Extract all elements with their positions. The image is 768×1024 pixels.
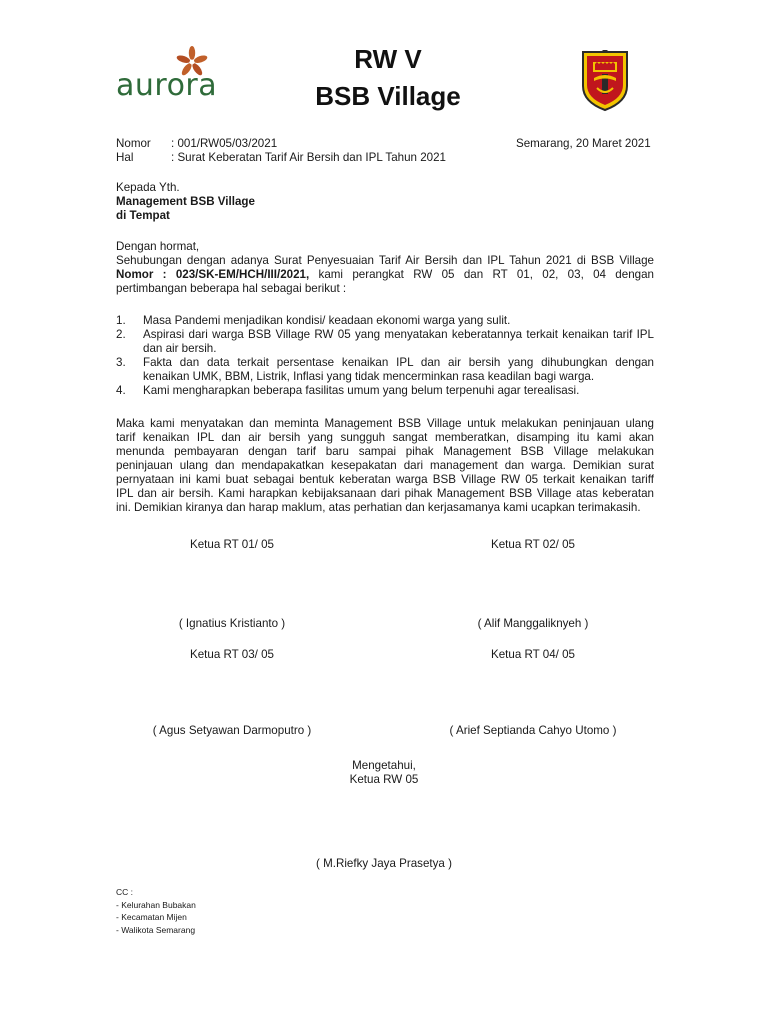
closing-line: IPL dan air bersih. Kami harapkan kebijaksanaan dari pihak Management BSB Village atas keberatan xyxy=(116,487,654,500)
cc-label: CC : xyxy=(116,887,133,897)
list-item-number: 4. xyxy=(116,384,126,397)
signature-title-rw: Ketua RW 05 xyxy=(349,773,419,786)
list-item xyxy=(116,384,654,398)
hal-value: : Surat Keberatan Tarif Air Bersih dan IPL Tahun 2021 xyxy=(171,151,446,164)
list-item xyxy=(116,328,654,356)
city-emblem xyxy=(580,50,630,112)
shield-icon xyxy=(580,50,630,112)
aurora-logo xyxy=(116,46,240,106)
list-item-number: 1. xyxy=(116,314,126,327)
cc-item: - Kecamatan Mijen xyxy=(116,912,187,922)
signature-title-rt3: Ketua RT 03/ 05 xyxy=(189,648,274,661)
list-item-text: Fakta dan data terkait persentase kenaikan IPL dan air bersih yang dihubungkan dengan xyxy=(143,356,654,369)
nomor-label: Nomor xyxy=(116,137,151,150)
decree-number: Nomor : 023/SK-EM/HCH/III/2021, xyxy=(116,268,310,281)
page-title-line2: BSB Village xyxy=(315,81,461,111)
list-item xyxy=(116,314,654,328)
list-item-number: 3. xyxy=(116,356,126,369)
list-item-text: kenaikan UMK, BBM, Listrik, Inflasi yang tidak mencerminkan rasa keadilan bagi warga. xyxy=(143,370,595,383)
list-item xyxy=(116,356,654,384)
closing-line: Maka kami menyatakan dan meminta Management BSB Village untuk melakukan peninjauan ulang xyxy=(116,417,654,430)
signature-name-rt2: ( Alif Manggaliknyeh ) xyxy=(477,617,589,630)
signature-name-rt1: ( Ignatius Kristianto ) xyxy=(178,617,286,630)
intro-line-rest: kami perangkat RW 05 dan RT 01, 02, 03, 04 dengan xyxy=(309,268,654,281)
closing-paragraph xyxy=(116,417,654,515)
cc-item: - Kelurahan Bubakan xyxy=(116,899,196,910)
list-item-text: dan air bersih. xyxy=(143,342,217,355)
signature-title-rt4: Ketua RT 04/ 05 xyxy=(490,648,575,661)
hal-label: Hal xyxy=(116,151,134,164)
closing-line: tarif kenaikan IPL dan air bersih yang sungguh sangat memberatkan, disamping itu kami akan xyxy=(116,431,654,444)
signature-name-rw: ( M.Riefky Jaya Prasetya ) xyxy=(316,857,452,870)
cc-list xyxy=(116,886,196,936)
closing-line: menunda pembayaran dengan tarif baru sampai pihak Management BSB Village melakukan xyxy=(116,445,654,458)
signature-title-rt2: Ketua RT 02/ 05 xyxy=(490,538,575,551)
closing-line: peninjauan ulang dan mendapakatkan kesepakatan dari management dan warga. Demikian surat xyxy=(116,459,654,472)
recipient-name: Management BSB Village xyxy=(116,195,255,208)
intro-line: pertimbangan beberapa hal sebagai berikut : xyxy=(116,282,347,295)
closing-line: pernyataan ini kami buat sebagai bentuk keberatan warga BSB Village RW 05 terkait kenaikan tariff xyxy=(116,473,654,486)
aurora-logo-text: aurora xyxy=(116,68,218,103)
intro-line: Sehubungan dengan adanya Surat Penyesuaian Tarif Air Bersih dan IPL Tahun 2021 di BSB Village xyxy=(116,254,654,267)
signature-name-rt4: ( Arief Septianda Cahyo Utomo ) xyxy=(449,724,617,737)
signature-title-rt1: Ketua RT 01/ 05 xyxy=(189,538,274,551)
recipient-salutation: Kepada Yth. xyxy=(116,181,180,194)
list-item-text: Kami mengharapkan beberapa fasilitas umum yang belum terpenuhi agar terealisasi. xyxy=(143,384,580,397)
list-item-text: Aspirasi dari warga BSB Village RW 05 yang menyatakan keberatannya terkait kenaikan tarif IPL xyxy=(143,328,654,341)
signature-name-rt3: ( Agus Setyawan Darmoputro ) xyxy=(152,724,312,737)
acknowledgement-label: Mengetahui, xyxy=(352,759,416,772)
nomor-value: : 001/RW05/03/2021 xyxy=(171,137,278,150)
place-date: Semarang, 20 Maret 2021 xyxy=(516,137,651,150)
cc-item: - Walikota Semarang xyxy=(116,924,196,935)
list-item-text: Masa Pandemi menjadikan kondisi/ keadaan ekonomi warga yang sulit. xyxy=(143,314,511,327)
list-item-number: 2. xyxy=(116,328,126,341)
closing-line: ini. Demikian kiranya dan harap maklum, atas perhatian dan kerjasamanya kami ucapkan terimakasih. xyxy=(116,501,641,514)
greeting: Dengan hormat, xyxy=(116,240,200,253)
intro-line xyxy=(116,268,654,282)
points-list xyxy=(116,314,654,398)
recipient-place: di Tempat xyxy=(116,209,170,222)
page-title-line1: RW V xyxy=(354,44,422,74)
